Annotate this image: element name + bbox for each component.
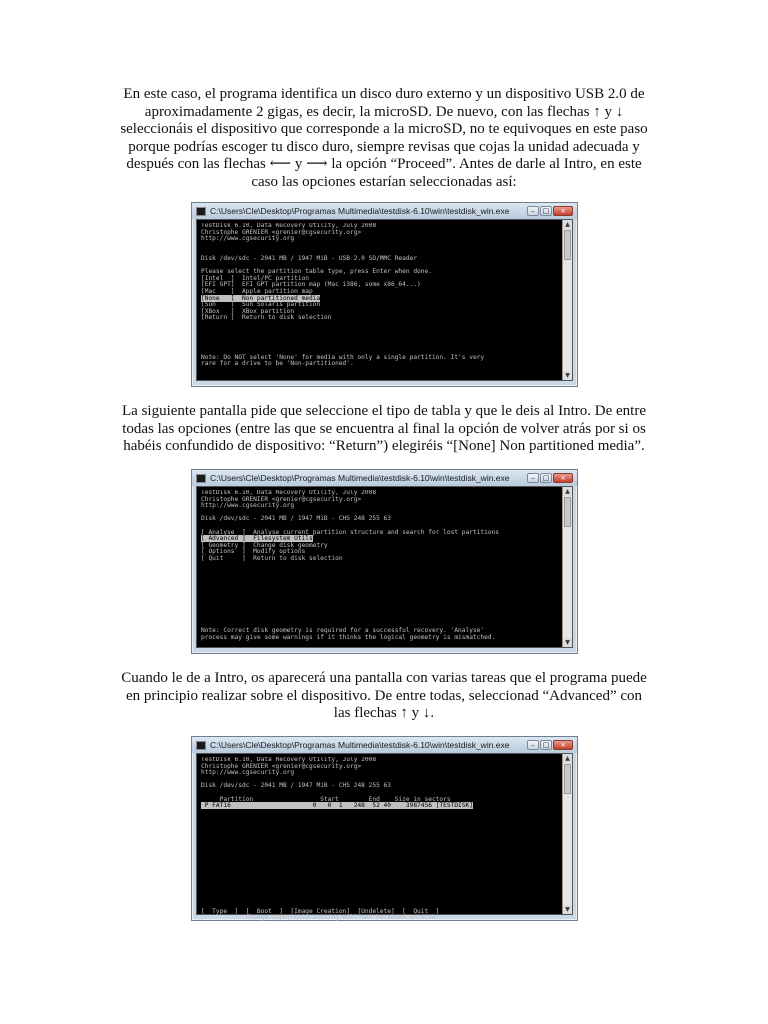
console-text bbox=[201, 757, 560, 922]
console-option-none-selected[interactable]: [None ] Non partitioned media bbox=[201, 294, 321, 302]
window-title: C:\Users\Cle\Desktop\Programas Multimedia\testdisk-6.10\win\testdisk_win.exe bbox=[210, 206, 510, 216]
console-line: Christophe GRENIER <grenier@cgsecurity.org> bbox=[201, 228, 362, 236]
console-option-efi-gpt[interactable]: [EFI GPT] EFI GPT partition map (Mac i386, some x86_64...) bbox=[201, 281, 421, 289]
console-action-menu[interactable]: [ Type ] [ Boot ] [Image Creation] [Undelete] [ Quit ] bbox=[201, 907, 440, 915]
console-option-advanced-selected[interactable]: [ Advanced ] Filesystem Utils bbox=[201, 535, 313, 543]
text-line: las flechas ↑ y ↓. bbox=[333, 705, 435, 721]
text-line: porque podrías escoger tu disco duro, siempre revisas que cojas la unidad adecuada y bbox=[128, 138, 640, 155]
scroll-thumb[interactable] bbox=[564, 230, 571, 260]
scroll-up-icon[interactable]: ▲ bbox=[563, 754, 572, 763]
console-line: Please select the partition table type, press Enter when done. bbox=[201, 268, 432, 276]
console-line: Disk /dev/sdc - 2041 MB / 1947 MiB - USB 2.0 SD/MMC Reader bbox=[201, 254, 418, 262]
console-line: Christophe GRENIER <grenier@cgsecurity.org> bbox=[201, 495, 362, 503]
text-line: Cuando le de a Intro, os aparecerá una pantalla con varias tareas que el programa puede bbox=[121, 670, 647, 686]
console-note: Note: Do NOT select 'None' for media with only a single partition. It's very bbox=[201, 353, 485, 361]
console-area bbox=[196, 486, 573, 648]
scroll-thumb[interactable] bbox=[564, 764, 571, 794]
scroll-up-icon[interactable]: ▲ bbox=[563, 487, 572, 496]
console-option-return[interactable]: [Return ] Return to disk selection bbox=[201, 314, 332, 322]
partition-row-selected[interactable]: P FAT16 0 0 1 248 52 40 3987456 [TESTDISK] bbox=[201, 802, 473, 810]
console-app-icon bbox=[196, 207, 206, 216]
minimize-icon[interactable]: – bbox=[527, 740, 539, 750]
console-text bbox=[201, 490, 560, 642]
scroll-up-icon[interactable]: ▲ bbox=[563, 220, 572, 229]
console-area bbox=[196, 219, 573, 381]
console-line: Disk /dev/sdc - 2041 MB / 1947 MiB - CHS 248 255 63 bbox=[201, 515, 391, 523]
console-line: TestDisk 6.10, Data Recovery Utility, July 2008 bbox=[201, 223, 377, 229]
scroll-down-icon[interactable]: ▼ bbox=[563, 905, 572, 914]
scroll-thumb[interactable] bbox=[564, 497, 571, 527]
console-window bbox=[191, 469, 578, 654]
console-line: Christophe GRENIER <grenier@cgsecurity.org> bbox=[201, 762, 362, 770]
text-line: aproximadamente 2 gigas, es decir, la microSD. De nuevo, con las flechas ↑ y ↓ bbox=[144, 103, 624, 120]
text-line: todas las opciones (entre las que se encuentra al final la opción de volver atrás por si os bbox=[122, 420, 646, 437]
console-hint: Change type, this setting will not be saved on disk bbox=[201, 914, 436, 922]
window-titlebar[interactable] bbox=[192, 203, 577, 219]
text-line: habéis confundido de dispositivo: “Return”) elegiréis “[None] Non partitioned media”. bbox=[123, 438, 645, 454]
partition-table-header: Partition Start End Size in sectors bbox=[201, 795, 451, 803]
console-window bbox=[191, 202, 578, 387]
window-title: C:\Users\Cle\Desktop\Programas Multimedia\testdisk-6.10\win\testdisk_win.exe bbox=[210, 740, 510, 750]
console-option-mac[interactable]: [Mac ] Apple partition map bbox=[201, 287, 313, 295]
maximize-icon[interactable]: □ bbox=[540, 473, 552, 483]
console-line: http://www.cgsecurity.org bbox=[201, 502, 295, 510]
window-titlebar[interactable] bbox=[192, 737, 577, 753]
console-line: http://www.cgsecurity.org bbox=[201, 235, 295, 243]
vertical-scrollbar[interactable] bbox=[562, 220, 572, 380]
text-line: caso las opciones estarían seleccionadas así: bbox=[251, 173, 517, 190]
console-app-icon bbox=[196, 474, 206, 483]
console-line: TestDisk 6.10, Data Recovery Utility, July 2008 bbox=[201, 757, 377, 763]
paragraph-advanced bbox=[100, 670, 668, 723]
console-area bbox=[196, 753, 573, 922]
console-option-intel[interactable]: [Intel ] Intel/PC partition bbox=[201, 274, 310, 282]
console-note: Note: Correct disk geometry is required for a successful recovery. 'Analyse' bbox=[201, 627, 485, 635]
maximize-icon[interactable]: □ bbox=[540, 740, 552, 750]
console-option-xbox[interactable]: [XBox ] XBox partition bbox=[201, 307, 295, 315]
console-note: process may give some warnings if it thinks the logical geometry is mismatched. bbox=[201, 634, 496, 642]
paragraph-table-type bbox=[100, 403, 668, 456]
console-line: TestDisk 6.10, Data Recovery Utility, July 2008 bbox=[201, 490, 377, 496]
console-note: rare for a drive to be 'Non-partitioned'. bbox=[201, 360, 354, 368]
scroll-down-icon[interactable]: ▼ bbox=[563, 638, 572, 647]
maximize-icon[interactable]: □ bbox=[540, 206, 552, 216]
text-line: después con las flechas ⟵ y ⟶ la opción “Proceed”. Antes de darle al Intro, en este bbox=[126, 156, 642, 172]
console-option-geometry[interactable]: [ Geometry ] Change disk geometry bbox=[201, 541, 328, 549]
console-option-analyse[interactable]: [ Analyse ] Analyse current partition structure and search for lost partitions bbox=[201, 528, 500, 536]
text-line: En este caso, el programa identifica un disco duro externo y un dispositivo USB 2.0 de bbox=[123, 86, 645, 102]
console-window bbox=[191, 736, 578, 921]
text-line: en principio realizar sobre el dispositivo. De entre todas, seleccionad “Advanced” con bbox=[125, 687, 643, 704]
console-option-sun[interactable]: [Sun ] Sun Solaris partition bbox=[201, 301, 321, 309]
minimize-icon[interactable]: – bbox=[527, 206, 539, 216]
window-titlebar[interactable] bbox=[192, 470, 577, 486]
close-icon[interactable]: × bbox=[553, 206, 573, 216]
console-option-quit[interactable]: [ Quit ] Return to disk selection bbox=[201, 554, 343, 562]
console-option-options[interactable]: [ Options ] Modify options bbox=[201, 548, 306, 556]
console-line: Disk /dev/sdc - 2041 MB / 1947 MiB - CHS 248 255 63 bbox=[201, 782, 391, 790]
window-title: C:\Users\Cle\Desktop\Programas Multimedia\testdisk-6.10\win\testdisk_win.exe bbox=[210, 473, 510, 483]
console-app-icon bbox=[196, 741, 206, 750]
scroll-down-icon[interactable]: ▼ bbox=[563, 371, 572, 380]
text-line: La siguiente pantalla pide que seleccione el tipo de tabla y que le deis al Intro. De entre bbox=[122, 403, 646, 419]
vertical-scrollbar[interactable] bbox=[562, 754, 572, 914]
minimize-icon[interactable]: – bbox=[527, 473, 539, 483]
vertical-scrollbar[interactable] bbox=[562, 487, 572, 647]
close-icon[interactable]: × bbox=[553, 740, 573, 750]
paragraph-intro bbox=[100, 86, 668, 191]
console-line: http://www.cgsecurity.org bbox=[201, 769, 295, 777]
text-line: seleccionáis el dispositivo que corresponde a la microSD, no te equivoques en este paso bbox=[120, 121, 648, 137]
console-text bbox=[201, 223, 560, 368]
close-icon[interactable]: × bbox=[553, 473, 573, 483]
